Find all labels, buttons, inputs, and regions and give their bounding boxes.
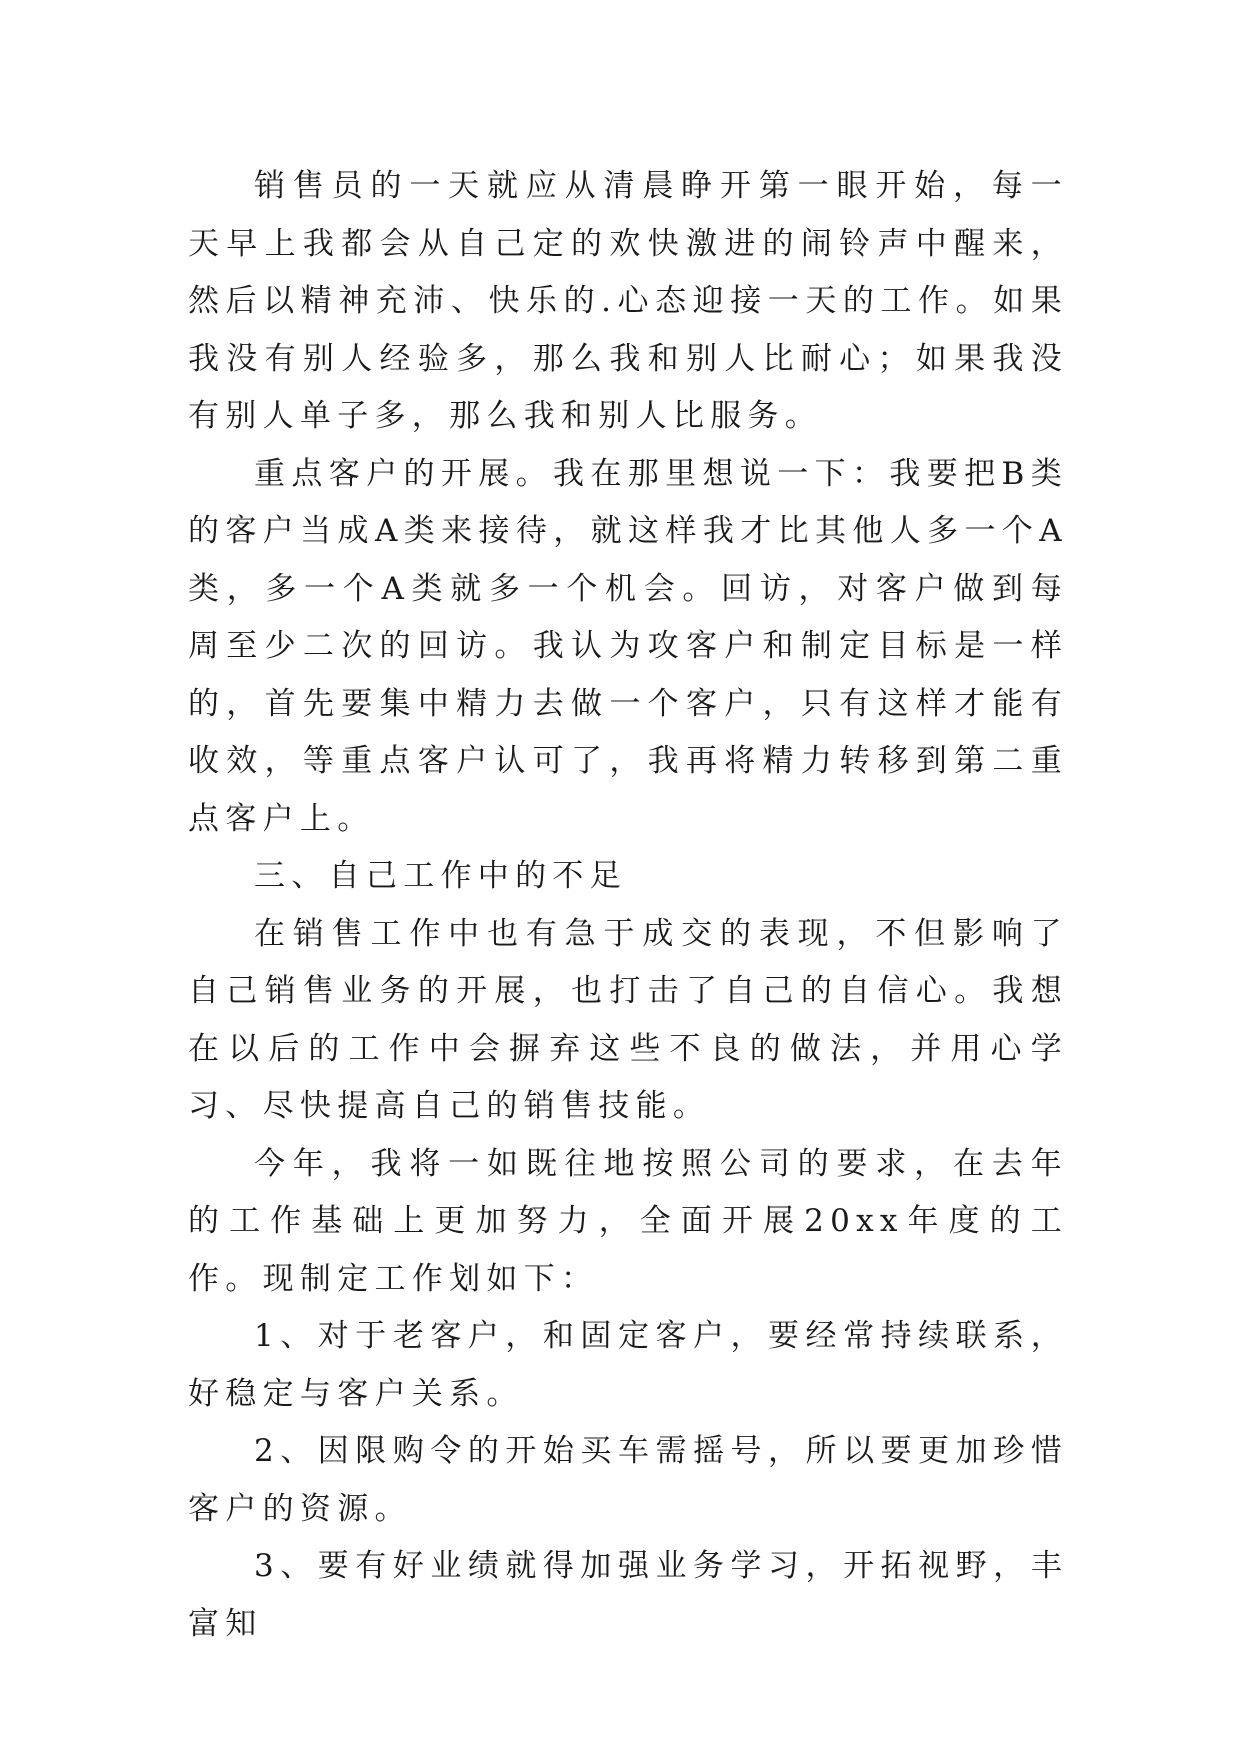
document-body xyxy=(188,158,1068,1653)
paragraph-daily-routine: 销售员的一天就应从清晨睁开第一眼开始，每一天早上我都会从自己定的欢快激进的闹铃声中醒来，然后以精神充沛、快乐的.心态迎接一天的工作。如果我没有别人经验多，那么我和别人比耐心；如果我没有别人单子多，那么我和别人比服务。 xyxy=(188,168,1068,434)
paragraph-shortcomings: 在销售工作中也有急于成交的表现，不但影响了自己销售业务的开展，也打击了自己的自信心。我想在以后的工作中会摒弃这些不良的做法，并用心学习、尽快提高自己的销售技能。 xyxy=(188,915,1068,1124)
plan-item-1: 1、对于老客户，和固定客户，要经常持续联系，好稳定与客户关系。 xyxy=(188,1318,1068,1412)
section-heading-shortcomings: 三、自己工作中的不足 xyxy=(254,858,627,894)
paragraph-key-customers: 重点客户的开展。我在那里想说一下：我要把B类的客户当成A类来接待，就这样我才比其他人多一个A类，多一个A类就多一个机会。回访，对客户做到每周至少二次的回访。我认为攻客户和制定目标是一样的，首先要集中精力去做一个客户，只有这样才能有收效，等重点客户认可了，我再将精力转移到第二重点客户上。 xyxy=(188,455,1068,837)
paragraph-annual-plan: 今年，我将一如既往地按照公司的要求，在去年的工作基础上更加努力，全面开展20xx年度的工作。现制定工作划如下： xyxy=(188,1145,1068,1297)
plan-item-3: 3、要有好业绩就得加强业务学习，开拓视野，丰富知 xyxy=(188,1548,1068,1642)
plan-item-2: 2、因限购令的开始买车需摇号，所以要更加珍惜客户的资源。 xyxy=(188,1433,1068,1527)
